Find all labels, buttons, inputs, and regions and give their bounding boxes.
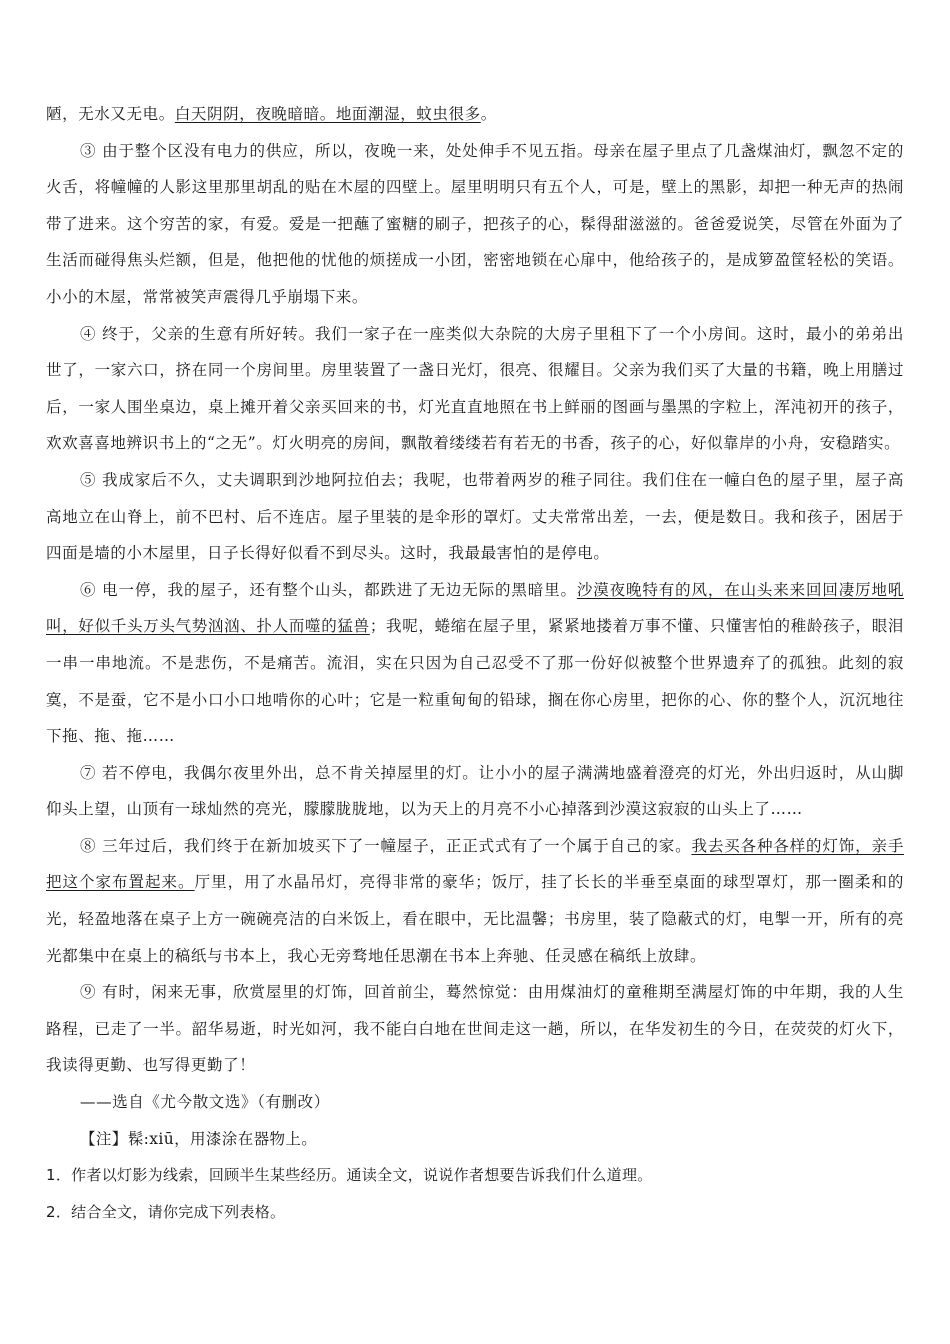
paragraph-text: ⑥ 电一停，我的屋子，还有整个山头，都跌进了无边无际的黑暗里。 — [80, 580, 577, 599]
paragraph-7: ⑦ 若不停电，我偶尔夜里外出，总不肯关掉屋里的灯。让小小的屋子满满地盛着澄亮的灯光，外出归返时，从山脚仰头上望，山顶有一球灿然的亮光，朦朦胧胧地，以为天上的月亮不小心掉落到沙漠这寂寂的山头上了…… — [46, 763, 904, 819]
paragraph-text-tail: ；我呢，蜷缩在屋子里，紧紧地搂着万事不懂、只懂害怕的稚龄孩子，眼泪一串一串地流。不是悲伤，不是痛苦。流泪，实在只因为自己忍受不了那一份好似被整个世界遗弃了的孤独。此刻的寂寞，不是蚕，它不是小口小口地啃你的心叶；它是一粒重甸甸的铅球，搁在你心房里，把你的心、你的整个人，沉沉地往下拖、拖、拖…… — [46, 617, 904, 746]
paragraph-3: ③ 由于整个区没有电力的供应，所以，夜晚一来，处处伸手不见五指。母亲在屋子里点了几盏煤油灯，飘忽不定的火舌，将幢幢的人影这里那里胡乱的贴在木屋的四壁上。屋里明明只有五个人，可是，壁上的黑影，却把一种无声的热闹带了进来。这个穷苦的家，有爱。爱是一把蘸了蜜糖的刷子，把孩子的心，髹得甜滋滋的。爸爸爱说笑，尽管在外面为了生活而碰得焦头烂额，但是，他把他的忧他的烦搓成一小团，密密地锁在心扉中，他给孩子的，是成箩盈筐轻松的笑语。小小的木屋，常常被笑声震得几乎崩塌下来。 — [46, 141, 904, 306]
article-page — [46, 96, 904, 1230]
underlined-sentence: 沙漠夜晚特有的风，在山头来来回回凄厉地吼叫，好似千头万头气势汹汹、扑人而噬的猛兽 — [46, 580, 904, 636]
paragraph-text-tail: 厅里，用了水晶吊灯，亮得非常的豪华；饭厅，挂了长长的半垂至桌面的球型罩灯，那一圈柔和的光，轻盈地落在桌子上方一碗碗亮洁的白米饭上，看在眼中，无比温馨；书房里，装了隐蔽式的灯，电掣一开，所有的亮光都集中在桌上的稿纸与书本上，我心无旁骛地任思潮在书本上奔驰、任灵感在稿纸上放肆。 — [46, 873, 904, 965]
question-1: 1．作者以灯影为线索，回顾半生某些经历。通读全文，说说作者想要告诉我们什么道理。 — [46, 1166, 653, 1185]
source-citation: ——选自《尤今散文选》（有删改） — [80, 1093, 330, 1112]
underlined-sentence: 我去买各种各样的灯饰，亲手把这个家布置起来。 — [46, 836, 904, 892]
paragraph-2-end — [46, 96, 904, 133]
paragraph-8 — [46, 828, 904, 974]
annotation-note: 【注】髹:xiū，用漆涂在器物上。 — [80, 1129, 318, 1148]
paragraph-4: ④ 终于，父亲的生意有所好转。我们一家子在一座类似大杂院的大房子里租下了一个小房间。这时，最小的弟弟出世了，一家六口，挤在同一个房间里。房里装置了一盏日光灯，很亮、很耀目。父亲为我们买了大量的书籍，晚上用膳过后，一家人围坐桌边，桌上摊开着父亲买回来的书，灯光直直地照在书上鲜丽的图画与墨黑的字粒上，浑沌初开的孩子，欢欢喜喜地辨识书上的“之无”。灯火明亮的房间，飘散着缕缕若有若无的书香，孩子的心，好似靠岸的小舟，安稳踏实。 — [46, 324, 904, 453]
paragraph-6 — [46, 572, 904, 755]
underlined-sentence: 白天阴阴，夜晚暗暗。地面潮湿，蚊虫很多 — [174, 105, 481, 123]
paragraph-9: ⑨ 有时，闲来无事，欣赏屋里的灯饰，回首前尘，蓦然惊觉：由用煤油灯的童稚期至满屋灯饰的中年期，我的人生路程，已走了一半。韶华易逝，时光如河，我不能白白地在世间走这一趟，所以，在华发初生的今日，在荧荧的灯火下，我读得更勤、也写得更勤了！ — [46, 983, 904, 1075]
question-2: 2．结合全文，请你完成下列表格。 — [46, 1202, 286, 1221]
paragraph-text: ⑧ 三年过后，我们终于在新加坡买下了一幢屋子，正正式式有了一个属于自己的家。 — [80, 836, 692, 855]
paragraph-text-tail: 。 — [480, 105, 497, 123]
paragraph-text: 陋，无水又无电。 — [46, 105, 175, 123]
paragraph-5: ⑤ 我成家后不久，丈夫调职到沙地阿拉伯去；我呢，也带着两岁的稚子同往。我们住在一幢白色的屋子里，屋子高高地立在山脊上，前不巴村、后不连店。屋子里装的是伞形的罩灯。丈夫常常出差，一去，便是数日。我和孩子，困居于四面是墙的小木屋里，日子长得好似看不到尽头。这时，我最最害怕的是停电。 — [46, 470, 904, 563]
